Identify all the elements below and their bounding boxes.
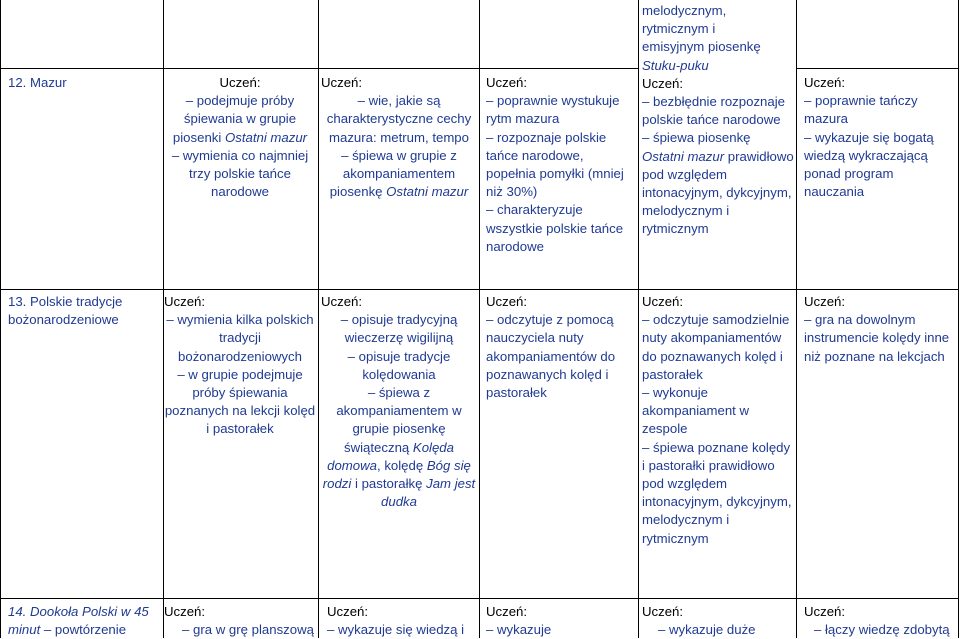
table-border xyxy=(318,0,319,638)
criteria-item: – opisuje tradycyjną wieczerzę wigilijną xyxy=(340,312,458,346)
table-border xyxy=(0,68,638,69)
continued-text: Stuku-puku xyxy=(642,57,709,73)
criteria-cell xyxy=(642,603,794,639)
criteria-item: – wymienia co najmniej trzy polskie tańce narodowe xyxy=(171,147,309,200)
criteria-item: – gra na dowolnym instrumencie kolędy inne niż poznane na lekcjach xyxy=(804,312,950,364)
cell-heading: Uczeń: xyxy=(486,604,528,619)
table-border xyxy=(796,0,797,638)
criteria-item: – wykazuje duże xyxy=(658,622,756,638)
criteria-item: – podejmuje próby śpiewania w grupie piosenki Ostatni mazur xyxy=(172,93,308,145)
cell-heading: Uczeń: xyxy=(486,75,528,90)
cell-heading: Uczeń: xyxy=(219,75,261,90)
table-border xyxy=(638,0,639,638)
criteria-item: – odczytuje z pomocą nauczyciela nuty akompaniamentów do poznawanych kolęd i pastorałek xyxy=(486,312,616,401)
criteria-cell xyxy=(327,603,477,639)
topic-cell xyxy=(8,293,160,329)
table-border xyxy=(0,598,959,599)
table-border xyxy=(958,0,959,638)
criteria-item: – łączy wiedzę zdobytą xyxy=(814,622,950,638)
cell-heading: Uczeń: xyxy=(804,604,846,619)
criteria-cell xyxy=(804,603,954,639)
table-border xyxy=(0,289,959,290)
criteria-cell xyxy=(804,74,954,201)
topic-cell xyxy=(8,603,160,639)
criteria-item: – wymienia kilka polskich tradycji bożonarodzeniowych xyxy=(166,312,314,364)
criteria-item: – gra w grę planszową xyxy=(182,622,314,638)
cell-heading: Uczeń: xyxy=(642,294,684,309)
table-border xyxy=(796,68,959,69)
criteria-cell xyxy=(321,293,477,511)
cell-heading: Uczeń: xyxy=(642,604,684,619)
criteria-item: – opisuje tradycje kolędowania xyxy=(347,348,451,382)
criteria-item: – śpiewa z akompaniamentem w grupie piosenkę świąteczną Kolęda domowa, kolędę Bóg się rodzi i pastorałkę Jam jest dudka xyxy=(322,385,476,510)
cell-heading: Uczeń: xyxy=(804,294,846,309)
criteria-item: – wie, jakie są charakterystyczne cechy mazura: metrum, tempo xyxy=(326,93,472,145)
criteria-item: – charakteryzuje wszystkie polskie tańce narodowe xyxy=(486,202,624,254)
criteria-item: – wykazuje xyxy=(486,622,552,638)
criteria-cell xyxy=(321,74,477,201)
criteria-item: – wykazuje się bogatą wiedzą wykraczającą ponad program nauczania xyxy=(804,129,934,200)
criteria-item: – bezbłędnie rozpoznaje polskie tańce narodowe xyxy=(642,94,785,128)
criteria-cell xyxy=(486,603,634,639)
criteria-item: – wykazuje się wiedzą i xyxy=(327,622,465,638)
criteria-item: – śpiewa piosenkę Ostatni mazur prawidłowo pod względem intonacyjnym, dykcyjnym, melodycznym i rytmicznym xyxy=(642,130,794,237)
continued-text: emisyjnym piosenkę xyxy=(642,39,761,55)
criteria-item: – w grupie podejmuje próby śpiewania poznanych na lekcji kolęd i pastorałek xyxy=(164,366,316,437)
topic-title: 13. Polskie tradycje bożonarodzeniowe xyxy=(8,294,123,328)
criteria-cell xyxy=(164,74,316,201)
criteria-cell xyxy=(164,293,316,439)
criteria-item: – poprawnie tańczy mazura xyxy=(804,93,918,127)
continued-text: rytmicznym i xyxy=(642,21,716,37)
criteria-cell xyxy=(164,603,316,639)
continued-text: melodycznym, xyxy=(642,3,727,18)
topic-cell xyxy=(8,74,160,92)
criteria-item: – poprawnie wystukuje rytm mazura xyxy=(486,93,620,127)
criteria-item: – rozpoznaje polskie tańce narodowe, popełnia pomyłki (mniej niż 30%) xyxy=(486,129,624,200)
criteria-item: – śpiewa poznane kolędy i pastorałki prawidłowo pod względem intonacyjnym, dykcyjnym, melodycznym i rytmicznym xyxy=(642,439,792,546)
criteria-cell xyxy=(486,74,634,256)
criteria-cell xyxy=(642,2,794,239)
cell-heading: Uczeń: xyxy=(164,294,206,309)
table-border xyxy=(0,0,1,638)
cell-heading: Uczeń: xyxy=(804,75,846,90)
criteria-cell xyxy=(804,293,954,366)
cell-heading: Uczeń: xyxy=(321,294,363,309)
topic-title: 12. Mazur xyxy=(8,75,67,90)
criteria-cell xyxy=(486,293,634,402)
criteria-item: – odczytuje samodzielnie nuty akompaniamentów do poznawanych kolęd i pastorałek xyxy=(642,312,790,382)
cell-heading: Uczeń: xyxy=(486,294,528,309)
table-border xyxy=(479,0,480,638)
cell-heading: Uczeń: xyxy=(327,604,369,619)
cell-heading: Uczeń: xyxy=(321,75,363,90)
criteria-item: – śpiewa w grupie z akompaniamentem piosenkę Ostatni mazur xyxy=(329,147,469,200)
cell-heading: Uczeń: xyxy=(164,604,206,619)
cell-heading: Uczeń: xyxy=(642,75,684,91)
topic-title: 14. Dookoła Polski w 45 minut – powtórzenie xyxy=(8,604,149,638)
criteria-cell xyxy=(642,293,794,548)
criteria-item: – wykonuje akompaniament w zespole xyxy=(642,385,750,437)
